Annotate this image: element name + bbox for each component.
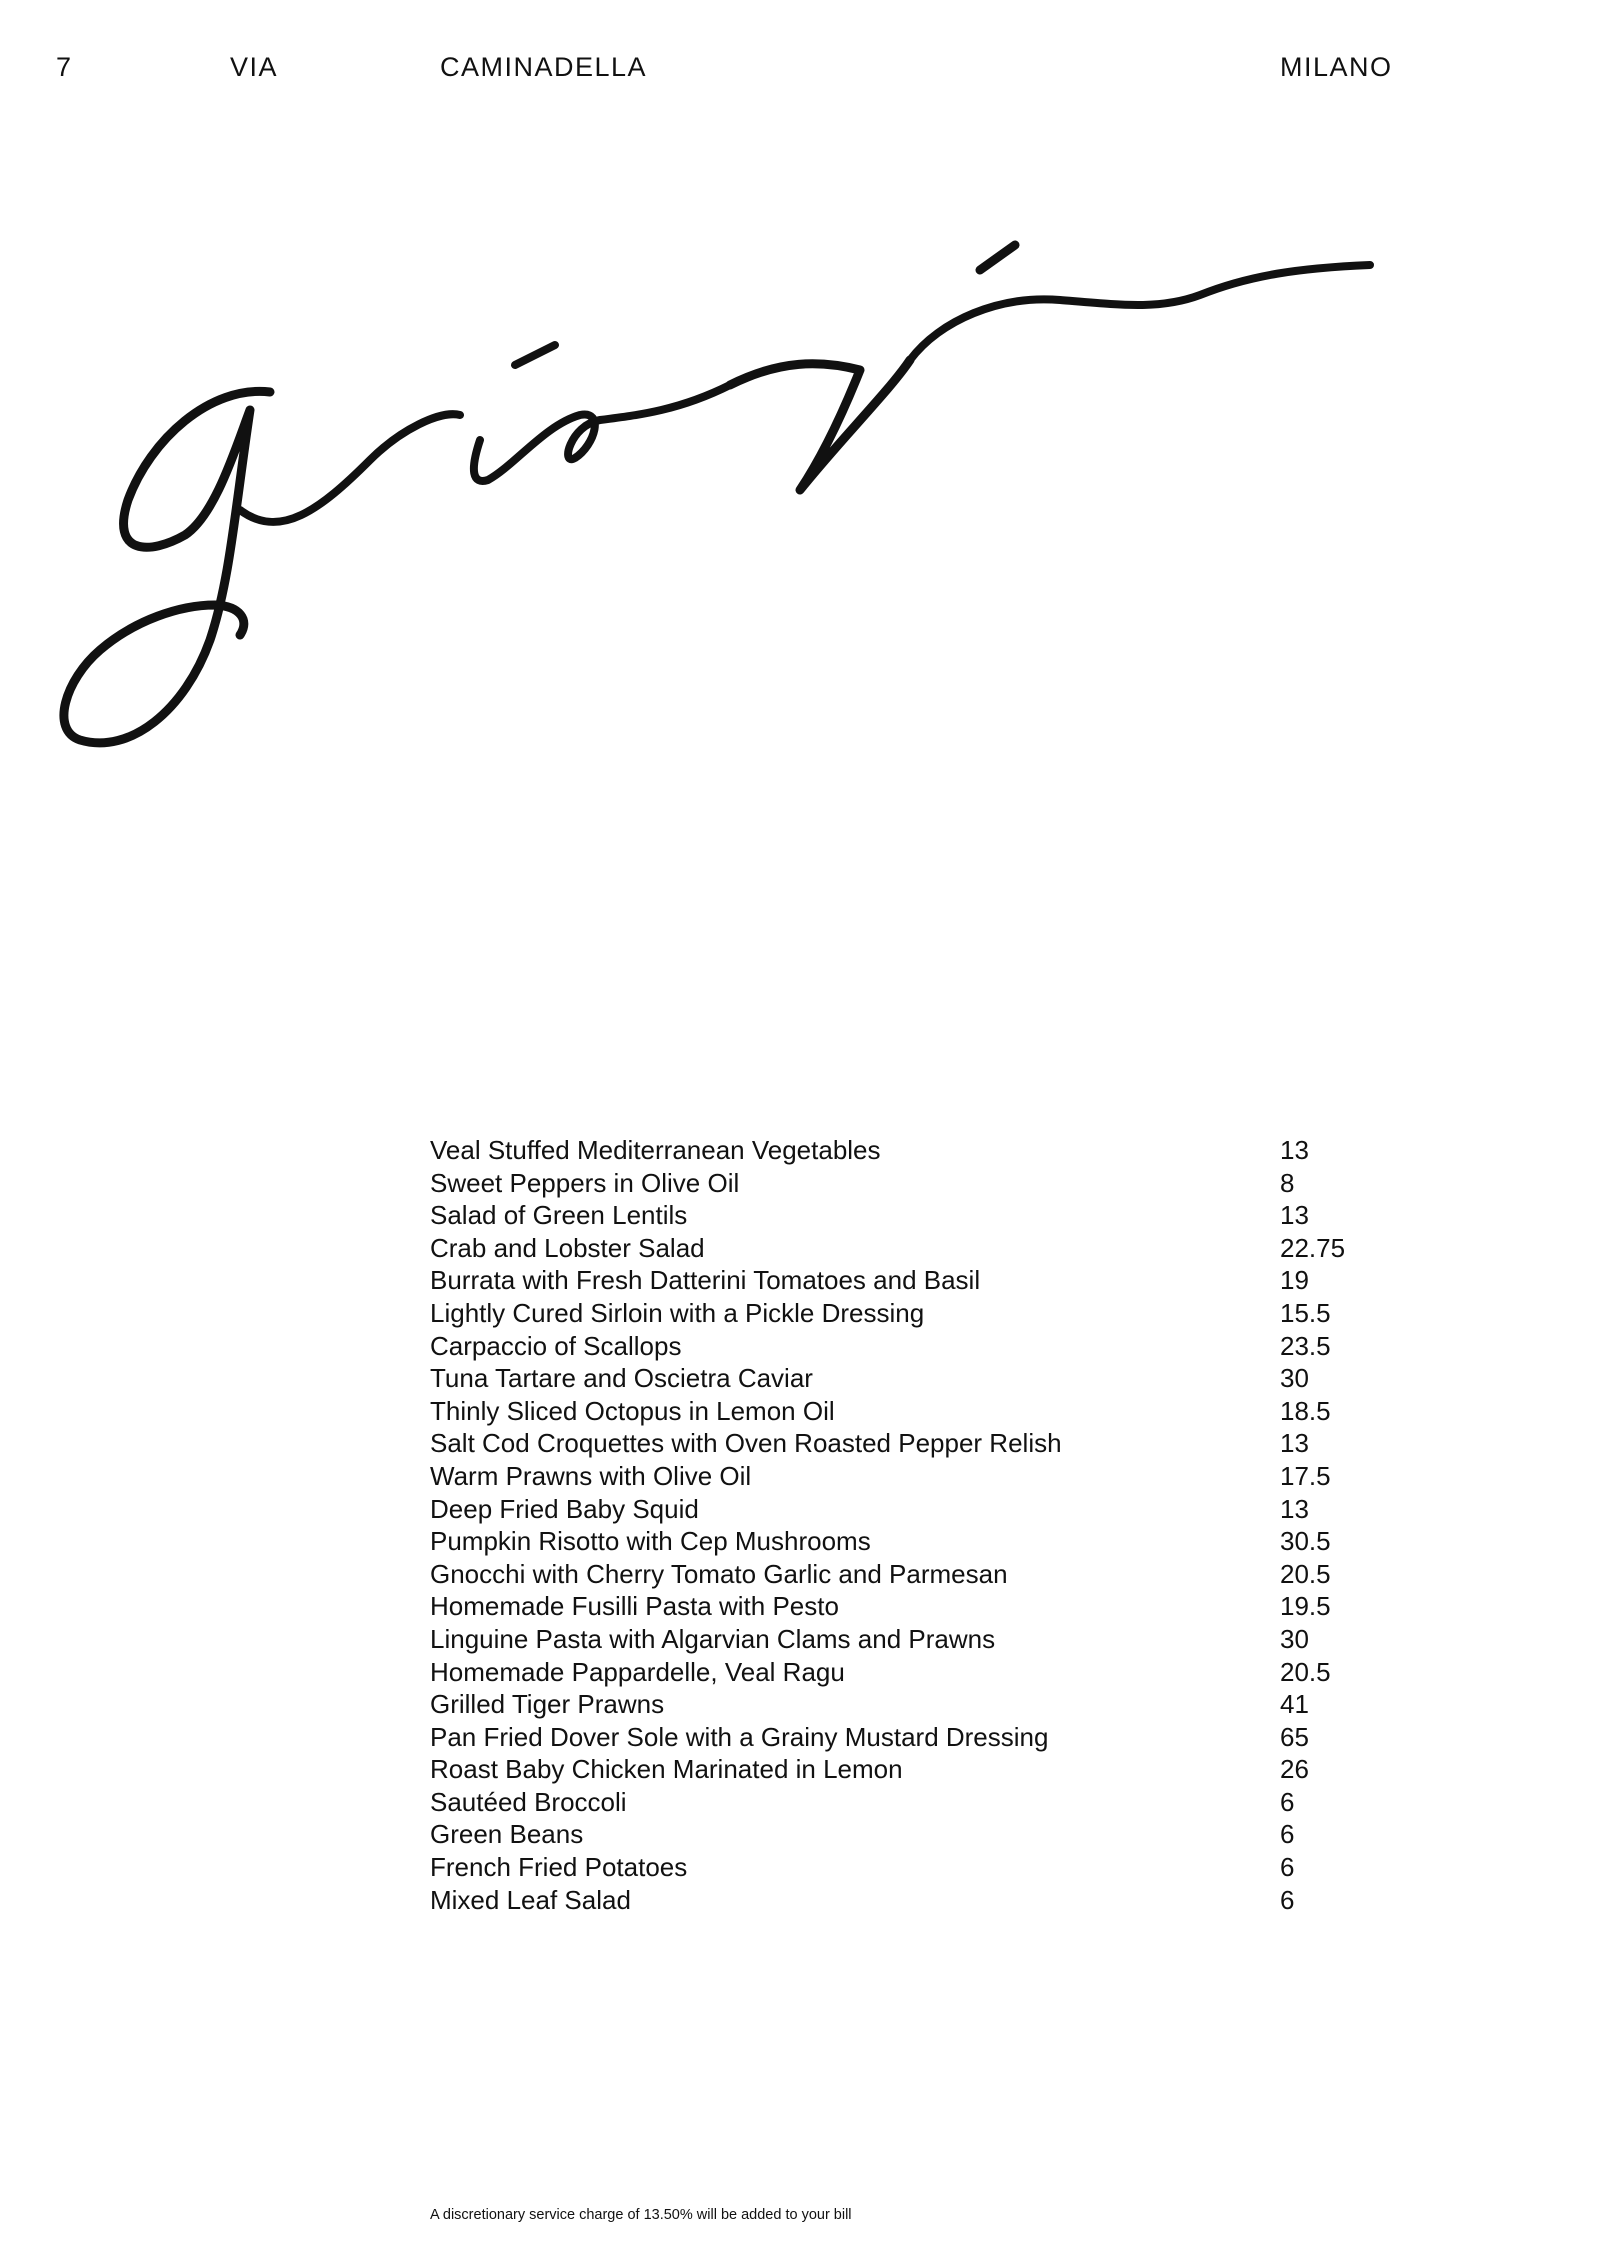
menu-item	[430, 1493, 1390, 1526]
menu-item	[430, 1167, 1390, 1200]
menu-item-name: Linguine Pasta with Algarvian Clams and Prawns	[430, 1623, 996, 1654]
menu-item-name: Burrata with Fresh Datterini Tomatoes and Basil	[430, 1265, 981, 1296]
menu-item-price: 6	[1280, 1819, 1295, 1850]
menu-item-name: Homemade Pappardelle, Veal Ragu	[430, 1656, 845, 1687]
menu-item-name: Roast Baby Chicken Marinated in Lemon	[430, 1754, 903, 1785]
menu-item-name: Homemade Fusilli Pasta with Pesto	[430, 1591, 839, 1622]
menu-item-price: 15.5	[1280, 1297, 1331, 1328]
menu-item-price: 13	[1280, 1135, 1309, 1165]
menu-item-price: 30	[1280, 1623, 1309, 1654]
menu-item-price: 6	[1280, 1786, 1295, 1817]
menu-item	[430, 1721, 1390, 1754]
menu-list	[430, 1134, 1390, 1916]
menu-item	[430, 1264, 1390, 1297]
menu-item-name: Carpaccio of Scallops	[430, 1330, 682, 1361]
signature-stroke-g	[64, 391, 270, 742]
menu-item-name: Sweet Peppers in Olive Oil	[430, 1167, 740, 1198]
menu-item-price: 41	[1280, 1689, 1309, 1720]
menu-item-name: Salt Cod Croquettes with Oven Roasted Pepper Relish	[430, 1428, 1062, 1459]
menu-item-price: 22.75	[1280, 1232, 1346, 1263]
menu-item	[430, 1460, 1390, 1493]
menu-item	[430, 1134, 1390, 1167]
menu-item-price: 30.5	[1280, 1526, 1331, 1557]
menu-item-name: French Fried Potatoes	[430, 1852, 688, 1883]
menu-item-price: 23.5	[1280, 1330, 1331, 1361]
menu-item-price: 13	[1280, 1200, 1309, 1231]
menu-item-price: 6	[1280, 1852, 1295, 1883]
header-street-name: CAMINADELLA	[440, 52, 648, 82]
menu-item-name: Thinly Sliced Octopus in Lemon Oil	[430, 1395, 835, 1426]
menu-item	[430, 1851, 1390, 1884]
menu-item-name: Warm Prawns with Olive Oil	[430, 1460, 752, 1491]
menu-item-price: 8	[1280, 1167, 1295, 1198]
menu-item	[430, 1362, 1390, 1395]
menu-item	[430, 1297, 1390, 1330]
menu-item-name: Crab and Lobster Salad	[430, 1232, 705, 1263]
menu-item-name: Green Beans	[430, 1819, 584, 1850]
menu-item	[430, 1590, 1390, 1623]
menu-item-price: 26	[1280, 1754, 1309, 1785]
menu-item-price: 19	[1280, 1265, 1309, 1296]
header-via: VIA	[230, 52, 279, 82]
menu-item-name: Grilled Tiger Prawns	[430, 1689, 665, 1720]
menu-item-price: 17.5	[1280, 1460, 1331, 1491]
menu-item	[430, 1525, 1390, 1558]
page-header	[0, 52, 1600, 88]
menu-item	[430, 1753, 1390, 1786]
signature-stroke-i-dot	[515, 345, 555, 365]
signature-stroke-connector	[240, 414, 460, 522]
menu-item	[430, 1656, 1390, 1689]
menu-item	[430, 1884, 1390, 1917]
menu-item-price: 65	[1280, 1721, 1309, 1752]
header-city: MILANO	[1280, 52, 1393, 82]
menu-item	[430, 1786, 1390, 1819]
menu-item-price: 20.5	[1280, 1558, 1331, 1589]
menu-item-price: 20.5	[1280, 1656, 1331, 1687]
menu-item-price: 19.5	[1280, 1591, 1331, 1622]
menu-item-name: Mixed Leaf Salad	[430, 1884, 631, 1915]
menu-item	[430, 1623, 1390, 1656]
menu-item-name: Sautéed Broccoli	[430, 1786, 627, 1817]
menu-item	[430, 1427, 1390, 1460]
menu-item	[430, 1395, 1390, 1428]
menu-item-name: Gnocchi with Cherry Tomato Garlic and Parmesan	[430, 1558, 1008, 1589]
menu-item-price: 13	[1280, 1428, 1309, 1459]
header-street-number: 7	[56, 52, 73, 82]
menu-item-name: Lightly Cured Sirloin with a Pickle Dressing	[430, 1297, 925, 1328]
signature-stroke-rg	[730, 360, 910, 490]
menu-item-name: Veal Stuffed Mediterranean Vegetables	[430, 1135, 881, 1165]
menu-item-name: Pan Fried Dover Sole with a Grainy Mustard Dressing	[430, 1721, 1049, 1752]
menu-item-name: Tuna Tartare and Oscietra Caviar	[430, 1363, 813, 1394]
menu-item-price: 6	[1280, 1884, 1295, 1915]
signature-stroke-second-dot	[980, 245, 1015, 270]
menu-item-name: Pumpkin Risotto with Cep Mushrooms	[430, 1526, 871, 1557]
signature-stroke-io	[474, 385, 730, 481]
menu-item-name: Deep Fried Baby Squid	[430, 1493, 699, 1524]
menu-item	[430, 1818, 1390, 1851]
menu-item	[430, 1199, 1390, 1232]
menu-item	[430, 1688, 1390, 1721]
menu-item	[430, 1330, 1390, 1363]
menu-item-price: 13	[1280, 1493, 1309, 1524]
menu-item	[430, 1232, 1390, 1265]
menu-item-price: 18.5	[1280, 1395, 1331, 1426]
menu-item	[430, 1558, 1390, 1591]
service-charge-note: A discretionary service charge of 13.50% will be added to your bill	[430, 2207, 852, 2223]
menu-item-price: 30	[1280, 1363, 1309, 1394]
giorgio-signature-logo	[40, 210, 1380, 770]
signature-stroke-tail	[910, 265, 1370, 360]
menu-item-name: Salad of Green Lentils	[430, 1200, 688, 1231]
